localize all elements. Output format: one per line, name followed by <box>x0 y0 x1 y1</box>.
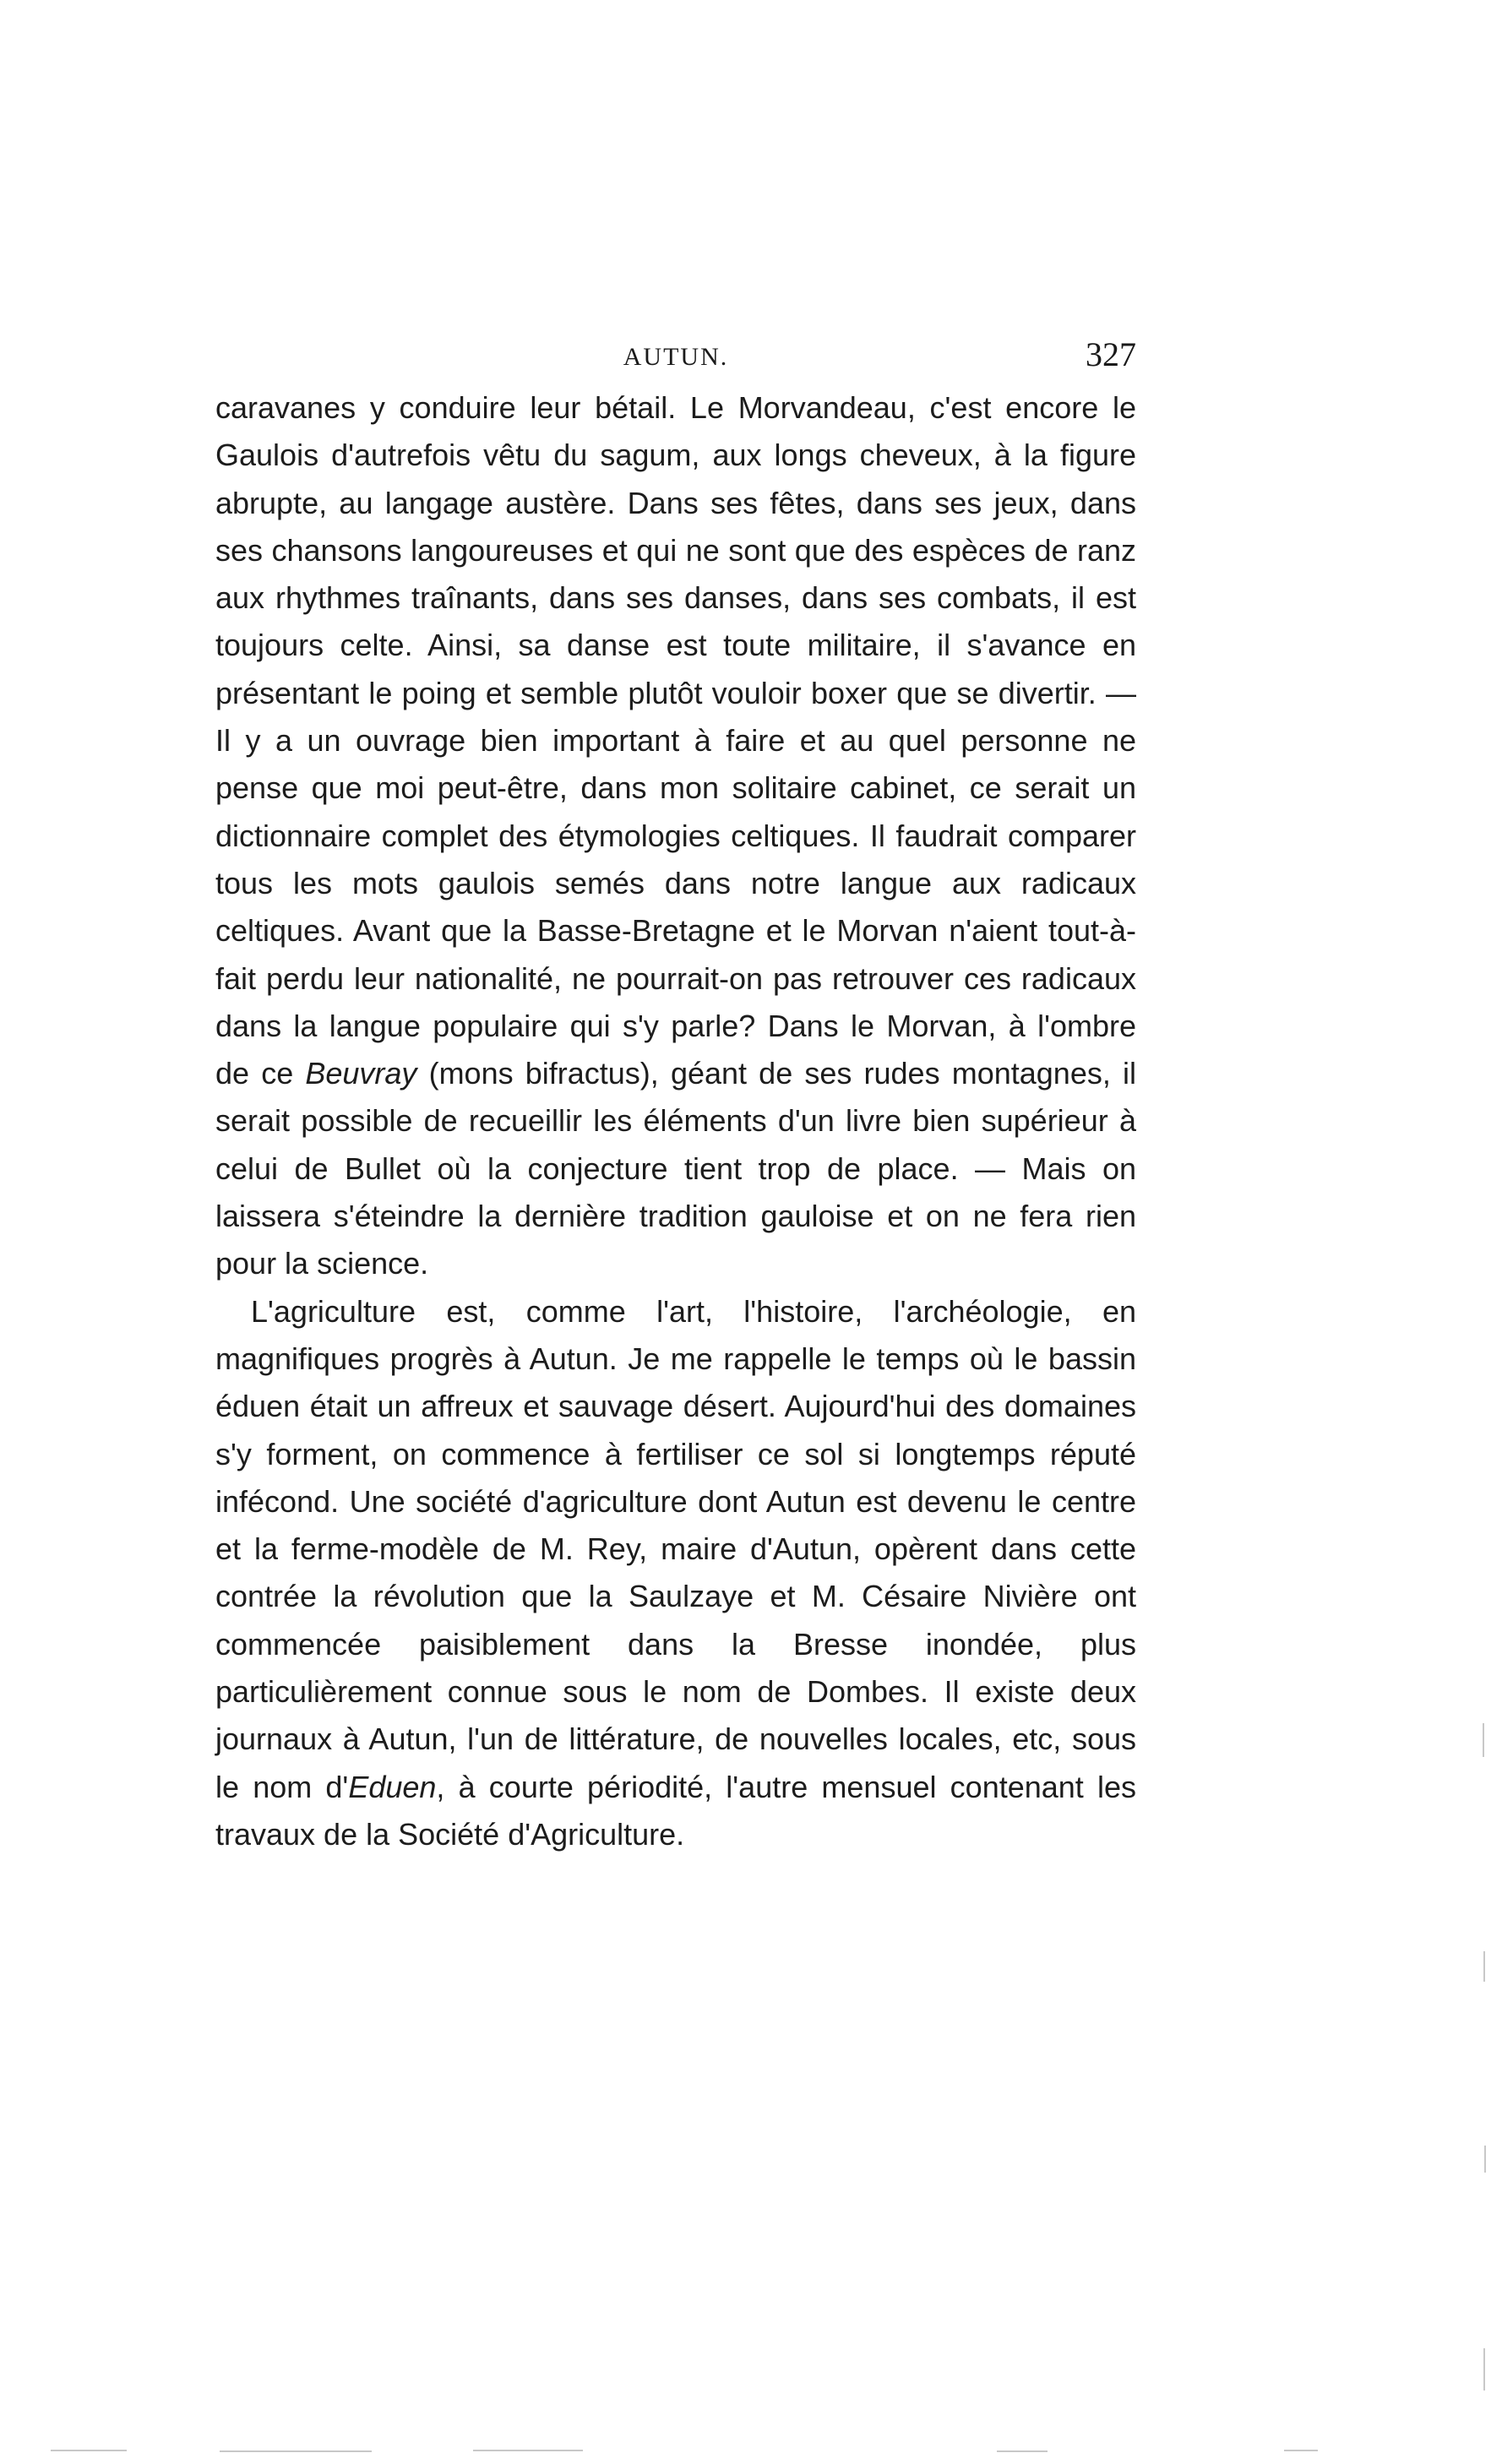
scan-artifact <box>1484 2146 1486 2173</box>
scan-artifact <box>220 2450 372 2452</box>
paragraph-1-italic-beuvray: Beuvray <box>305 1056 417 1091</box>
paragraph-1 <box>215 384 1136 1288</box>
scan-artifact <box>1483 1723 1484 1757</box>
body-text <box>215 384 1136 1858</box>
scan-artifact <box>1284 2450 1318 2451</box>
scan-artifact <box>1483 2348 1485 2391</box>
running-head <box>215 331 1136 382</box>
paragraph-2-italic-eduen: Eduen <box>348 1769 437 1804</box>
scan-artifact <box>1483 1951 1485 1982</box>
paragraph-2 <box>215 1288 1136 1859</box>
paragraph-2-text-b: , à courte périodité, l'autre mensuel contenant les travaux de la Société d'Agriculture. <box>215 1769 1136 1852</box>
running-title: AUTUN. <box>623 343 729 371</box>
page-number: 327 <box>1086 335 1136 373</box>
paragraph-1-text-a: caravanes y conduire leur bétail. Le Morvandeau, c'est encore le Gaulois d'autrefois vêtu du sagum, aux longs cheveux, à la figure abrupte, au langage austère. Dans ses fêtes, dans ses jeux, dans ses chansons langoureuses et qui ne sont que des espèces de ranz aux rhythmes traînants, dans ses danses, dans ses combats, il est toujours celte. Ainsi, sa danse est toute militaire, il s'avance en présentant le poing et semble plutôt vouloir boxer que se divertir. — Il y a un ouvrage bien important à faire et au quel personne ne pense que moi peut-être, dans mon solitaire cabinet, ce serait un dictionnaire complet des étymologies celtiques. Il faudrait comparer tous les mots gaulois semés dans notre langue aux radicaux celtiques. Avant que la Basse-Bretagne et le Morvan n'aient tout-à-fait perdu leur nationalité, ne pourrait-on pas retrouver ces radicaux dans la langue populaire qui s'y parle? Dans le Morvan, à l'ombre de ce <box>215 390 1136 1091</box>
paragraph-2-text-a: L'agriculture est, comme l'art, l'histoire, l'archéologie, en magnifiques progrès à Autun. Je me rappelle le temps où le bassin éduen était un affreux et sauvage désert. Aujourd'hui des domaines s'y forment, on commence à fertiliser ce sol si longtemps réputé infécond. Une société d'agriculture dont Autun est devenu le centre et la ferme-modèle de M. Rey, maire d'Autun, opèrent dans cette contrée la révolution que la Saulzaye et M. Césaire Nivière ont commencée paisiblement dans la Bresse inondée, plus particulièrement connue sous le nom de Dombes. Il existe deux journaux à Autun, l'un de littérature, de nouvelles locales, etc, sous le nom d' <box>215 1293 1136 1804</box>
scan-artifact <box>997 2450 1048 2452</box>
scan-artifact <box>473 2450 583 2451</box>
paragraph-1-text-b: (mons bifractus), géant de ses rudes montagnes, il serait possible de recueillir les éléments d'un livre bien supérieur à celui de Bullet où la conjecture tient trop de place. — Mais on laissera s'éteindre la dernière tradition gauloise et on ne fera rien pour la science. <box>215 1056 1136 1281</box>
scan-artifact <box>51 2450 127 2451</box>
